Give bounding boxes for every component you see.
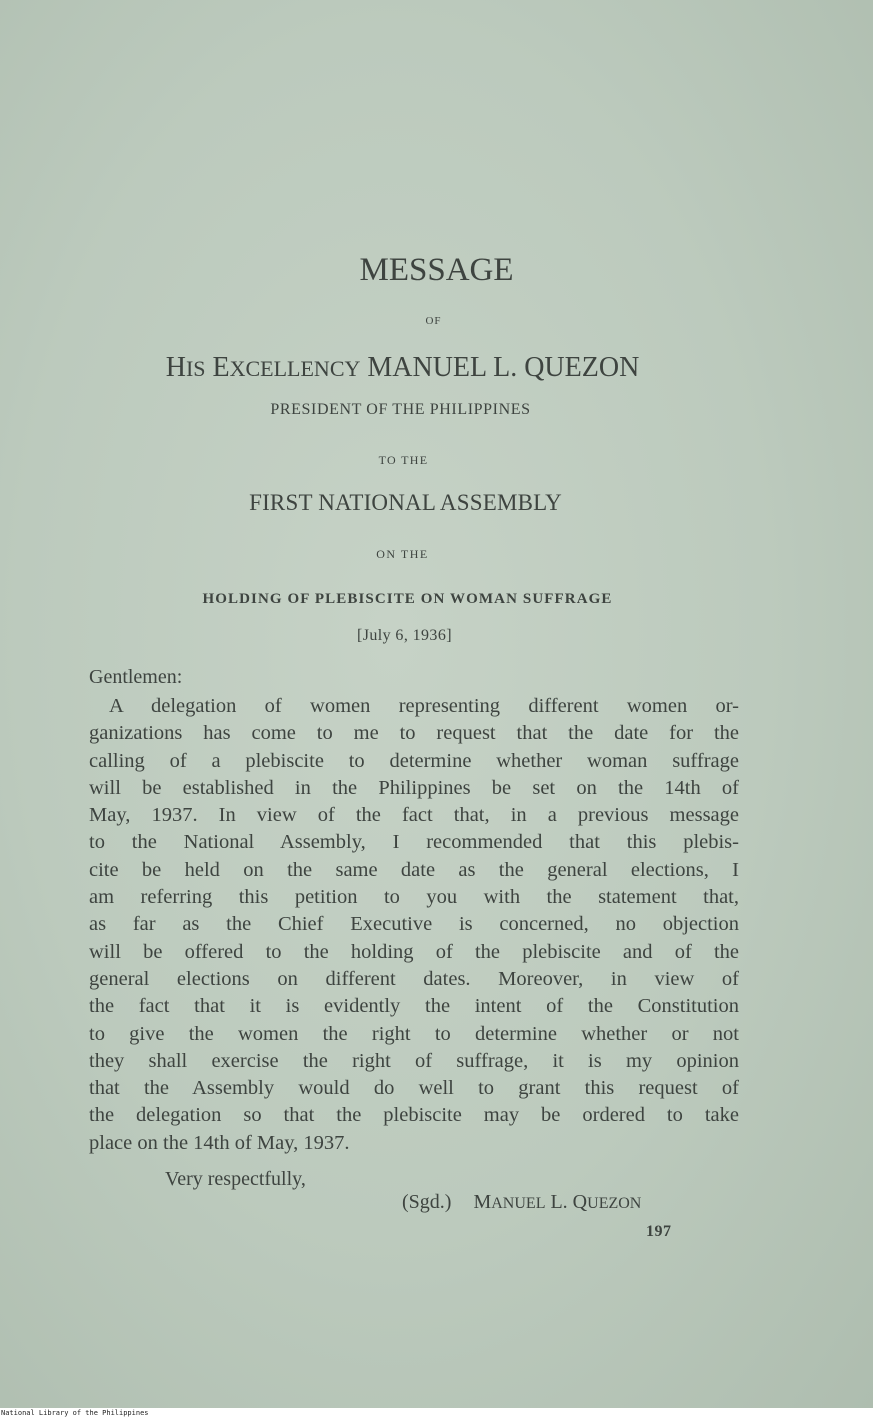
body-line: will be offered to the holding of the plebiscite and of the [89, 940, 739, 963]
body-line: that the Assembly would do well to grant this request of [89, 1077, 739, 1100]
title-connector-of: OF [425, 315, 442, 327]
body-line: cite be held on the same date as the general elections, I [89, 858, 739, 881]
signed-marker: (Sgd.) [402, 1191, 452, 1213]
body-line: to the National Assembly, I recommended that this plebis- [89, 831, 739, 854]
body-line: calling of a plebiscite to determine whether woman suffrage [89, 749, 739, 772]
library-credit: National Library of the Philippines [1, 1409, 149, 1417]
byline-xcellency: XCELLENCY [229, 356, 361, 381]
body-line: place on the 14th of May, 1937. [89, 1131, 350, 1154]
author-byline [0, 349, 839, 388]
body-line: A delegation of women representing different women or- [109, 695, 739, 717]
byline-name: MANUEL L. QUEZON [367, 352, 640, 383]
signatory-anuel: ANUEL [491, 1195, 546, 1212]
connector-to-the: TO THE [378, 453, 429, 467]
body-line: will be established in the Philippines be set on the 14th of [89, 776, 739, 799]
body-line: am referring this petition to you with the statement that, [89, 886, 739, 909]
body-line: May, 1937. In view of the fact that, in a previous message [89, 804, 739, 827]
author-office: PRESIDENT OF THE PHILIPPINES [270, 401, 531, 418]
message-date: [July 6, 1936] [357, 627, 452, 644]
document-title: MESSAGE [359, 252, 514, 288]
body-line: general elections on different dates. Moreover, in view of [89, 967, 739, 990]
body-line: ganizations has come to me to request that the date for the [89, 722, 739, 745]
signatory-name [473, 1191, 641, 1213]
signatory-m: M [473, 1191, 492, 1213]
letter-body [89, 693, 739, 1157]
byline-is: IS [185, 356, 206, 381]
letter-salutation: Gentlemen: [89, 666, 183, 688]
byline-h: H [165, 352, 186, 383]
body-line: they shall exercise the right of suffrage, it is my opinion [89, 1049, 739, 1072]
byline-e: E [212, 352, 230, 383]
message-topic: HOLDING OF PLEBISCITE ON WOMAN SUFFRAGE [202, 591, 613, 607]
signatory-lq: L. Q [550, 1191, 588, 1213]
signatory-uezon: UEZON [587, 1195, 642, 1212]
letter-signature [402, 1189, 641, 1217]
letter-closing: Very respectfully, [165, 1168, 306, 1190]
body-line: to give the women the right to determine whether or not [89, 1022, 739, 1045]
body-line: the delegation so that the plebiscite may be ordered to take [89, 1104, 739, 1127]
body-line: as far as the Chief Executive is concerned, no objection [89, 913, 739, 936]
connector-on-the: ON THE [376, 547, 429, 561]
body-line: the fact that it is evidently the intent of the Constitution [89, 995, 739, 1018]
page-number: 197 [646, 1223, 672, 1240]
recipient-assembly: FIRST NATIONAL ASSEMBLY [249, 490, 562, 515]
